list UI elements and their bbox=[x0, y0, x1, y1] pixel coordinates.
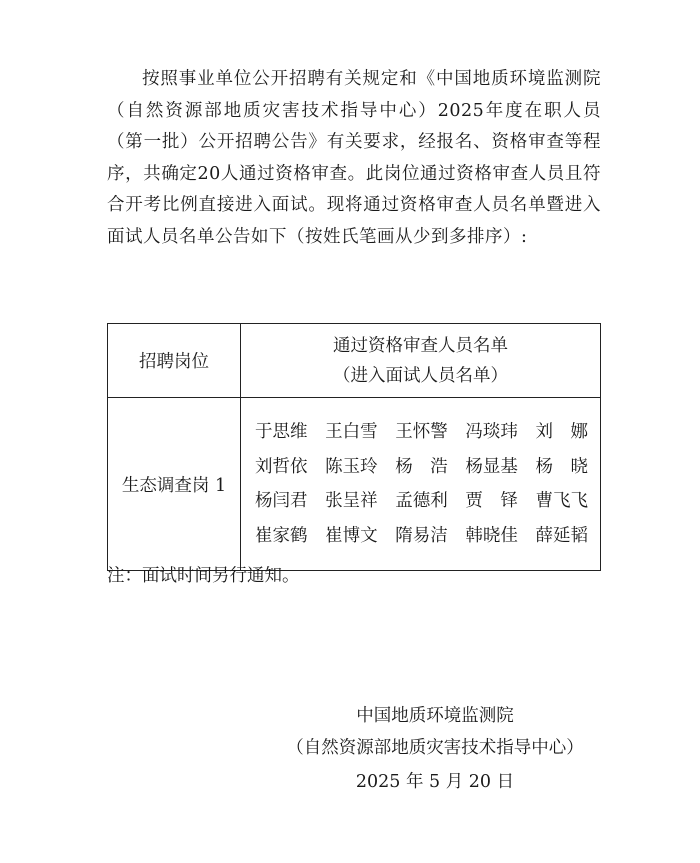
note: 注：面试时间另行通知。 bbox=[107, 566, 300, 586]
table-row bbox=[108, 398, 601, 571]
signature-sub-org: （自然资源部地质灾害技术指导中心） bbox=[286, 738, 584, 758]
candidate-name: 杨闫君 bbox=[255, 491, 308, 511]
header-list-line1: 通过资格审查人员名单 bbox=[333, 335, 508, 356]
candidate-name: 王怀警 bbox=[395, 422, 448, 442]
candidate-name: 王白雪 bbox=[325, 422, 378, 442]
candidate-name: 薛延韬 bbox=[535, 525, 588, 546]
names-grid bbox=[255, 417, 588, 551]
candidate-name: 刘 娜 bbox=[535, 422, 588, 442]
post-cell: 生态调查岗 1 bbox=[108, 398, 241, 571]
candidate-name: 冯琰玮 bbox=[465, 422, 518, 442]
candidate-name: 杨 浩 bbox=[395, 456, 448, 477]
header-list bbox=[241, 324, 601, 398]
header-list-line2: （进入面试人员名单） bbox=[333, 365, 508, 386]
header-post: 招聘岗位 bbox=[108, 324, 241, 398]
candidate-name: 崔家鹤 bbox=[255, 525, 308, 546]
candidate-name: 杨 晓 bbox=[535, 456, 588, 477]
candidate-name: 崔博文 bbox=[325, 525, 378, 546]
candidate-name: 张呈祥 bbox=[325, 491, 378, 511]
intro-paragraph: 按照事业单位公开招聘有关规定和《中国地质环境监测院（自然资源部地质灾害技术指导中心）2025年度在职人员（第一批）公开招聘公告》有关要求，经报名、资格审查等程序，共确定20人通过资格审查。此岗位通过资格审查人员且符合开考比例直接进入面试。现将通过资格审查人员名单暨进入面试人员名单公告如下（按姓氏笔画从少到多排序）: bbox=[107, 69, 601, 247]
signature-org: 中国地质环境监测院 bbox=[356, 706, 514, 726]
candidate-name: 杨显基 bbox=[465, 456, 518, 477]
candidate-table bbox=[107, 323, 601, 571]
candidate-name: 于思维 bbox=[255, 422, 308, 442]
candidate-name: 孟德利 bbox=[395, 491, 448, 511]
candidate-name: 韩晓佳 bbox=[465, 525, 518, 546]
names-cell bbox=[241, 398, 601, 571]
candidate-name: 贾 铎 bbox=[465, 491, 518, 511]
candidate-name: 隋易洁 bbox=[395, 525, 448, 546]
candidate-name: 刘哲依 bbox=[255, 456, 308, 477]
signature-date: 2025 年 5 月 20 日 bbox=[355, 772, 515, 792]
candidate-name: 曹飞飞 bbox=[535, 491, 588, 511]
table-header-row bbox=[108, 324, 601, 398]
candidate-name: 陈玉玲 bbox=[325, 456, 378, 477]
